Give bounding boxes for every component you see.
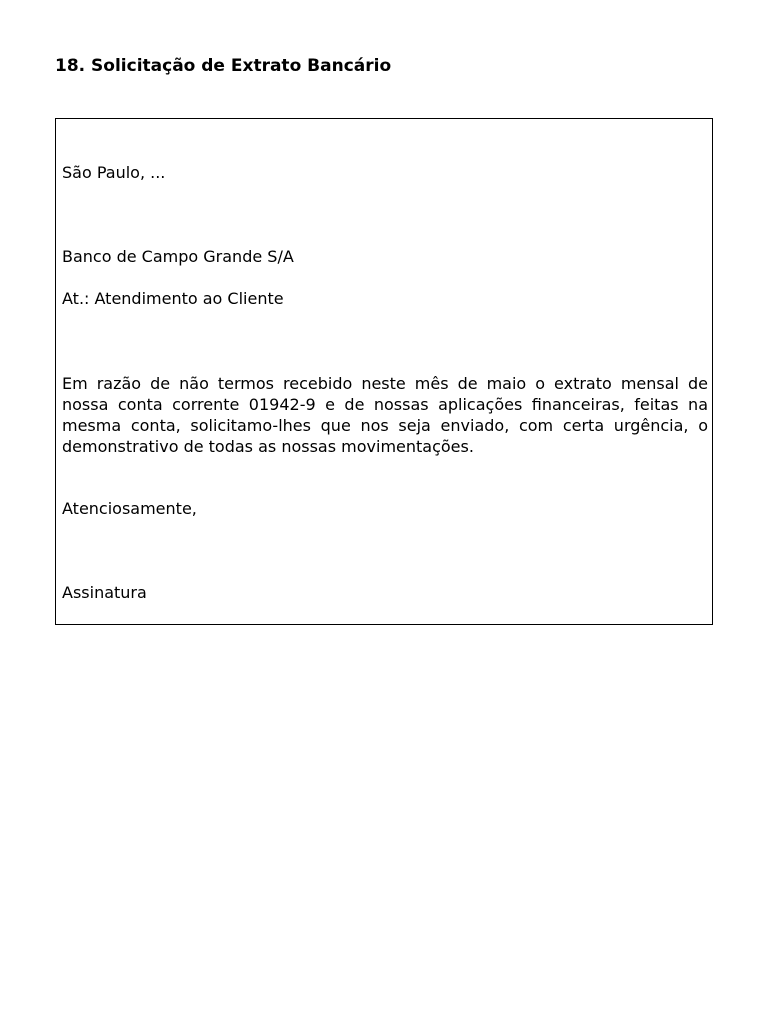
recipient-name: Banco de Campo Grande S/A (62, 247, 294, 266)
closing-line: Atenciosamente, (62, 499, 197, 518)
document-title: 18. Solicitação de Extrato Bancário (55, 56, 392, 76)
place-date: São Paulo, ... (62, 163, 166, 182)
signature-line: Assinatura (62, 583, 147, 602)
letter-body: Em razão de não termos recebido neste mês de maio o extrato mensal de nossa conta corrente 01942-9 e de nossas aplicações financeiras, feitas na mesma conta, solicitamo-lhes que nos seja enviado, com certa urgência, o demonstrativo de todas as nossas movimentações. (62, 374, 708, 456)
letter-box (55, 118, 713, 625)
attention-line: At.: Atendimento ao Cliente (62, 289, 284, 308)
